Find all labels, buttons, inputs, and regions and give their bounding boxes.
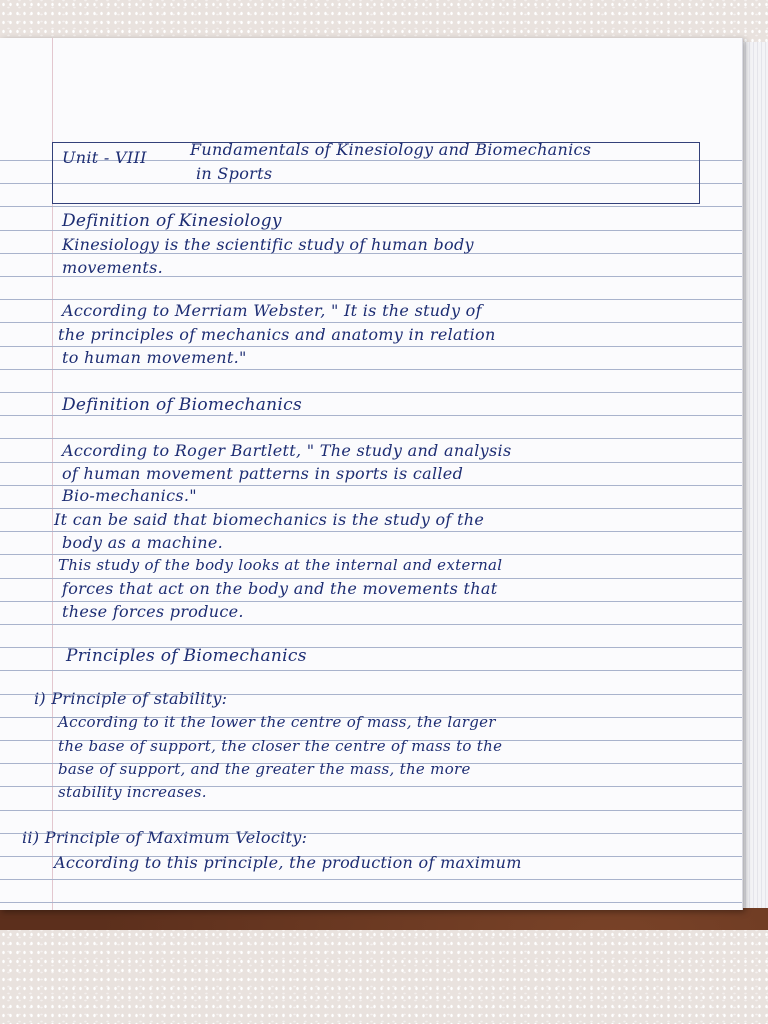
notebook-page: [0, 38, 743, 910]
stability-line-2: the base of support, the closer the centre of mass to the: [58, 737, 503, 755]
ruled-line: [0, 624, 742, 625]
max-velocity-line-1: According to this principle, the production of maximum: [54, 853, 522, 872]
unit-label: Unit - VIII: [62, 148, 147, 167]
principles-heading: Principles of Biomechanics: [66, 646, 307, 666]
ruled-line: [0, 369, 742, 370]
ruled-line: [0, 346, 742, 347]
ruled-line: [0, 415, 742, 416]
ruled-line: [0, 554, 742, 555]
machine-line-2: body as a machine.: [62, 533, 224, 552]
ruled-line: [0, 299, 742, 300]
ruled-line: [0, 392, 742, 393]
ruled-line: [0, 206, 742, 207]
merriam-quote-line-2: the principles of mechanics and anatomy in relation: [58, 325, 496, 344]
kinesiology-heading: Definition of Kinesiology: [62, 211, 282, 231]
notebook-page-stack-edge: [742, 42, 768, 908]
ruled-line: [0, 670, 742, 671]
ruled-line: [0, 531, 742, 532]
bartlett-quote-line-2: of human movement patterns in sports is called: [62, 464, 464, 483]
bartlett-quote-line-1: According to Roger Bartlett, " The study and analysis: [62, 441, 512, 460]
page-title-line-1: Fundamentals of Kinesiology and Biomechanics: [190, 140, 592, 159]
merriam-quote-line-3: to human movement.": [62, 348, 247, 367]
ruled-line: [0, 438, 742, 439]
merriam-quote-line-1: According to Merriam Webster, " It is the study of: [62, 301, 482, 320]
biomechanics-heading: Definition of Biomechanics: [62, 395, 302, 415]
forces-line-3: these forces produce.: [62, 602, 244, 621]
bartlett-quote-line-3: Bio-mechanics.": [62, 486, 197, 505]
ruled-line: [0, 322, 742, 323]
forces-line-2: forces that act on the body and the movements that: [62, 579, 498, 598]
forces-line-1: This study of the body looks at the internal and external: [58, 556, 503, 574]
bottom-surface-texture: [0, 930, 768, 1024]
ruled-line: [0, 902, 742, 903]
ruled-line: [0, 879, 742, 880]
page-title-line-2: in Sports: [196, 164, 273, 183]
ruled-line: [0, 810, 742, 811]
ruled-line: [0, 508, 742, 509]
stability-line-1: According to it the lower the centre of mass, the larger: [58, 713, 496, 731]
stability-line-4: stability increases.: [58, 783, 207, 801]
stability-principle-title: i) Principle of stability:: [34, 689, 228, 708]
stability-line-3: base of support, and the greater the mass, the more: [58, 760, 471, 778]
kinesiology-definition-line-2: movements.: [62, 258, 163, 277]
ruled-line: [0, 462, 742, 463]
max-velocity-principle-title: ii) Principle of Maximum Velocity:: [22, 828, 308, 847]
kinesiology-definition-line-1: Kinesiology is the scientific study of human body: [62, 235, 474, 254]
machine-line-1: It can be said that biomechanics is the study of the: [54, 510, 485, 529]
